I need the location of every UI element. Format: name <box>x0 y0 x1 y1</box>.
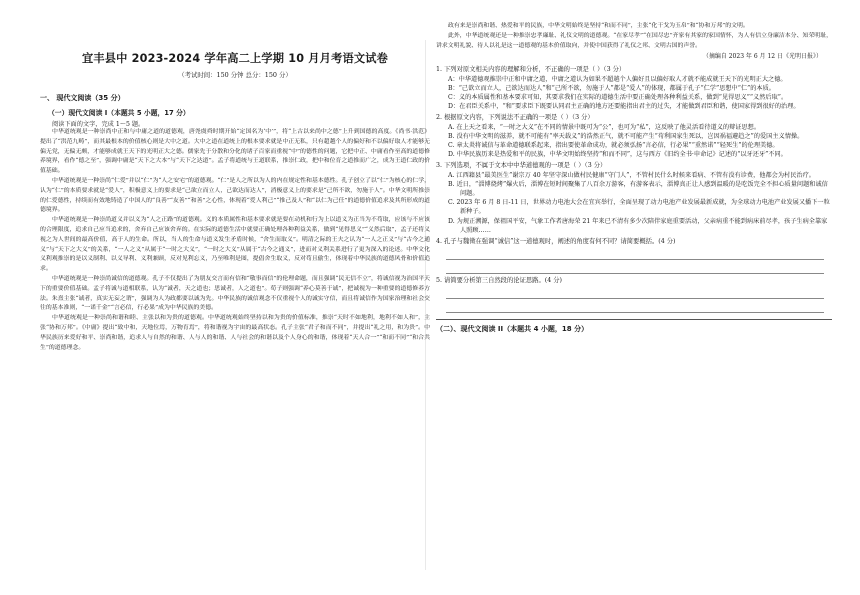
left-column <box>40 22 430 353</box>
passage-paragraph-2: 中华道统观是一种崇尚“仁爱”并以“仁”为“人之安宅”的道德观。“仁”是人之所以为人的内在规定性和基本德性。孔子创立了以“仁”为核心的仁学，认为“仁”的本质要求就是“爱人”，积极意义上的要求是“己欲立而立人，己欲达而达人”，消极意义上的要求是“己所不欲，勿施于人”。中华文明所推崇的仁爱德性，持续而有效地铸造了中国人的“良善”“友善”“和善”之心性，体现着“爱人利己”“推己及人”和“以仁为己任”的道德价值追求及其所形成的道德境界。 <box>40 177 430 214</box>
question-5 <box>436 276 832 313</box>
question-stem: 2. 根据原文内容，下列说法不正确的一项是（ ）（3 分） <box>436 114 594 122</box>
passage-paragraph-1: 中华道统观是一种崇尚中正和与中庸之道的道德观，唐尧虞舜时期开始“定国名为‘中’”，将“上古以来尚中之德”上升到国德的高度。《尚书·洪范》提出了“洪范九畴”，而其最根本的价值核心则是大中之道。大中之道在道统上的根本要求就是中正无私，只有超越个人的偏好和不以偏好取人才能够无偏无党，无偏无颇，才能够成就王天下的光明正大之德。儒家先于分散和分化的诸子百家而重视“中”的德性的问题，它把中正、中庸看作至高的道德修养境界，看作“德之至”，强调中庸是“天下之大本”与“天下之达道”。孟子将道统与王道联系，推崇仁政，把中和位育之道推而广之，成为王道仁政的价值基础。 <box>40 129 430 175</box>
option-a[interactable]: A. 在上天之看来，“一时之大义”在不同的情景中既可为“公”，也可为“私”，这反映了他灵活看待道义的辩证思想。 <box>448 123 761 131</box>
option-a[interactable]: A：中华道德观推崇中正和中庸之道，中庸之道认为如果不超越个人偏好且以偏好取人才就不能成就王天下的光明正大之德。 <box>448 75 787 83</box>
option-a[interactable]: A. 江西籍县“最美医生”谢宗万 40 年坚守深山做村民健康“守门人”，不管村民什么时候来看病、不管有没有诊费，他都会为村民治疗。 <box>448 171 815 179</box>
question-stem: 4. 孔子与魏徵在强调“诚信”这一道德观时，阐述的角度有何不同？请简要概括。(4 分) <box>436 238 676 246</box>
answer-line[interactable] <box>446 302 824 313</box>
option-b[interactable]: B. 近日，“淄博烧烤”爆火后，淄博在短时间聚集了八百余万游客，有游客表示，淄博真正让人感到温暖的是吃饭完全不担心质量问题和诚信问题。 <box>448 180 828 198</box>
answer-line[interactable] <box>446 249 824 260</box>
reading-instruction: 阅读下面的文字，完成 1～5 题。 <box>52 121 145 128</box>
question-stem: 5. 请简要分析第三自然段的论证思路。(4 分) <box>436 277 562 285</box>
option-d[interactable]: D. 为规正溯源，保祖国平安，气象工作者唐海荣 21 年来已不清有多少次陪伴家庭重要活动，父亲病重不能到病床前尽孝，孩子生病全靠家人照顾…… <box>448 217 828 234</box>
question-1 <box>436 65 832 111</box>
exam-title: 宜丰县中 2023-2024 学年高二上学期 10 月月考语文试卷 <box>81 52 389 65</box>
part2-heading: （二）、现代文阅读 II（本题共 4 小题，18 分） <box>436 319 832 334</box>
option-d[interactable]: D：在君臣关系中，“和”要求臣下既要认同君主正确的地方还要能指出君主的过失，才能做到君臣和谐，使国家得到很好的治理。 <box>448 103 800 111</box>
option-b[interactable]: B. 没有中华文明的滋养，就不可能有“率天载义”的浩然正气，就不可能产生“苟利国家生死以，岂因祸福避趋之”的爱国主义情操。 <box>448 132 804 140</box>
section-heading: 一、 现代文阅读（35 分） <box>40 94 125 102</box>
question-4 <box>436 237 832 274</box>
option-b[interactable]: B：“己欲立而立人，己欲达而达人”和“己所不欲，勿施于人”都是“爱人”的体现，都属于孔子“仁学”思想中“仁”的本质。 <box>448 84 775 92</box>
question-stem: 3. 下列选项，不属于文本中中华道德观的一项是（ ）（3 分） <box>436 162 607 170</box>
option-c[interactable]: C：义的本质属性和基本要求可知，其要求我们在实际的道德生活中要正确处理各种利益关系，做到“见得思义”“义然后取”。 <box>448 94 788 101</box>
passage-paragraph-5: 中华道统观是一种崇尚和谐和睦、主张以和为贵的道德观。中华道统观始终坚持以和为贵的价值标准，推崇“天时不如地利，地利不如人和”，主张“协和万邦”。《中庸》提出“致中和，天地位焉，万物育焉”，将和谐视为宇宙的最高状态。孔子主张“君子和而不同”，并提出“礼之用，和为贵”。中华民族历来爱好和平、崇尚和谐，追求人与自然的和谐、人与人的和谐、人与社会的和谐以及个人身心的和谐，体现着“天人合一”“和而不同”“和合共生”的道德理念。 <box>40 315 430 351</box>
option-c[interactable]: C. 2023 年 6 月 8 日-11 日，世界动力电池大会在宜宾举行，全面呈现了动力电池产业发展最新成就，为全球动力电池产业发展又播下一粒新种子。 <box>448 199 830 216</box>
answer-line[interactable] <box>446 288 824 299</box>
question-3 <box>436 161 832 235</box>
question-stem: 1. 下列对原文相关内容的理解和分析，不正确的一项是（ ）（3 分） <box>436 66 626 74</box>
right-column <box>436 22 832 334</box>
option-c[interactable]: C. 章太炎将诚信与革命道德联系起来，指出要使革命成功，就必须弘扬“言必信，行必果”“重然诺”“轻死生”的伦理美德。 <box>448 142 779 150</box>
passage-source: （摘编自 2023 年 6 月 12 日《光明日报》） <box>702 53 822 61</box>
question-2 <box>436 113 832 159</box>
answer-line[interactable] <box>446 263 824 274</box>
passage-paragraph-last: 此外，中华道统观还是一种推崇忠孝廉耻、礼仪文明的道德观。“在家尽孝”“在国尽忠”齐家有其家的家国情怀，为人有信立身廉洁本分、知荣明耻，讲求文明礼貌、待人以礼是这一道德观的基本价值取向，并使中国获得了礼仪之邦、文明古国的声誉。 <box>436 32 832 49</box>
option-d[interactable]: D. 中华民族历来是热爱和平的民族，中华文明始终坚持“和而不同”，这与西方《旧约全书·申命记》记述的“以牙还牙”不同。 <box>448 151 787 159</box>
subsection-heading: （一）现代文阅读 I（本题共 5 小题，17 分） <box>48 109 190 117</box>
exam-subtitle: （考试时间：150 分钟 总分：150 分） <box>178 71 292 79</box>
passage-continuation: 政有来是崇尚和谐、热爱和平的民族，中华文明始终是坚持“和而不同”，主张“化干戈为玉帛”和“协和万邦”的文明。 <box>448 23 749 29</box>
passage-paragraph-4: 中华道统观是一种崇尚诚信的道德观。孔子不仅提出了为朋友交言而有信和“敬事而信”的伦理命题，而且强调“民无信不立”，将诚信视为治国平天下的重要价值基础。孟子将诚与道相联系，认为“诚者，天之道也；思诚者，人之道也”。荀子则强调“养心莫善于诚”，把诚视为一种重要的道德修养方法。朱熹主张“诚者，真实无妄之谓”，强调为人为政都要以诚为先。中华民族的诚信观念不仅重视个人的诚实守信，而且将诚信作为国家治理和社会交往的基本准则，“一诺千金”“言必信，行必果”成为中华民族的美德。 <box>40 275 430 312</box>
passage-paragraph-3: 中华道统观是一种崇尚道义并以义为“人之正路”的道德观。义的本质属性和基本要求就是要在动机和行为上以道义为正当为不苟取，应该与不应该的合理限度，追求自己应当追求的，舍弃自己应该舍弃的。在实际的道德生活中就要正确处理各种利益关系，做到“见得思义”“义然后取”，孟子还将义视之为人世间的最高价值，高于人的生命。所以，当人的生命与道义发生矛盾时候，“舍生而取义”。明清之际的王夫之认为“一人之正义”与“古今之通义”与“天下之大义”的关系，“一人之义”从属于“一时之大义”，“一时之大义”从属于“古今之通义”，进而对义利关系进行了更为深入的论述。中华文化义利观推崇的是以义制利、以义导利、义利兼顾，反对见利忘义，乃至唯利是图，提倡舍生取义，反对苟且偷生，体现着中华民族的道德风骨和价值追求。 <box>40 217 430 273</box>
